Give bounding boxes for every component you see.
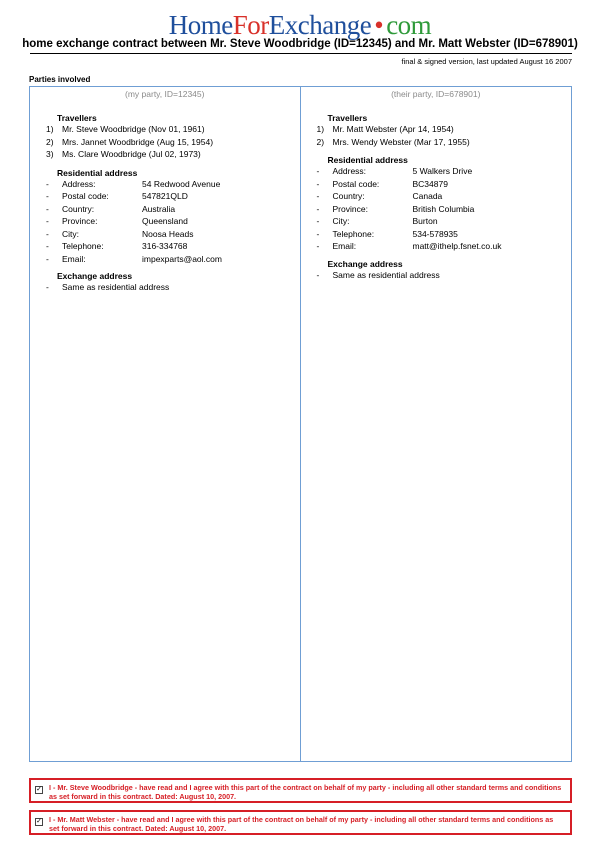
agree-checkbox-their-party[interactable]: ✓ bbox=[36, 818, 42, 825]
field-label: City: bbox=[332, 216, 350, 226]
field-label: Province: bbox=[62, 216, 98, 226]
list-dash: - bbox=[46, 228, 49, 239]
list-item bbox=[317, 269, 572, 282]
field-label: Email: bbox=[62, 253, 86, 264]
field-label: City: bbox=[62, 228, 79, 239]
list-dash: - bbox=[46, 241, 49, 251]
field-value: 5 Walkers Drive bbox=[412, 166, 473, 176]
logo-exchange: Exchange bbox=[268, 10, 372, 40]
logo-home: Home bbox=[168, 10, 233, 40]
consent-text: I - Mr. Steve Woodbridge - have read and I agree with this part of the contract on behalf of my party - including all other standard terms and conditions as set forward in this contract. Dated: August 10, 2007. bbox=[49, 783, 562, 801]
list-item bbox=[317, 228, 572, 241]
updated-note: final & signed version, last updated August 16 2007 bbox=[401, 57, 572, 66]
list-dash: - bbox=[316, 228, 320, 239]
list-dash: - bbox=[316, 216, 320, 226]
my-residential-heading: Residential address bbox=[57, 167, 138, 178]
my-exchange-list bbox=[46, 281, 300, 294]
traveller-name: Mrs. Wendy Webster (Mar 17, 1955) bbox=[332, 136, 470, 147]
list-dash: - bbox=[46, 282, 49, 292]
field-label: Telephone: bbox=[332, 228, 375, 239]
list-dash: - bbox=[316, 191, 320, 201]
list-dash: - bbox=[46, 216, 49, 226]
list-item bbox=[46, 203, 300, 216]
field-label: Country: bbox=[332, 191, 365, 201]
field-value: Burton bbox=[412, 216, 438, 226]
parties-table bbox=[29, 86, 572, 762]
list-number: 1) bbox=[46, 124, 54, 134]
list-item bbox=[317, 190, 572, 203]
list-dash: - bbox=[46, 178, 49, 189]
site-logo bbox=[0, 10, 600, 40]
field-label: Telephone: bbox=[62, 241, 104, 251]
field-value: Australia bbox=[142, 203, 176, 214]
exchange-address: Same as residential address bbox=[62, 282, 170, 292]
logo-for: For bbox=[232, 10, 269, 40]
field-value: BC34879 bbox=[412, 178, 448, 189]
email-value: matt@ithelp.fsnet.co.uk bbox=[412, 241, 502, 251]
list-item bbox=[46, 240, 300, 253]
field-value: 534-578935 bbox=[412, 228, 458, 239]
traveller-name: Mrs. Jannet Woodbridge (Aug 15, 1954) bbox=[62, 136, 214, 147]
my-party-column bbox=[30, 87, 301, 761]
list-number: 1) bbox=[316, 124, 325, 134]
traveller-name: Mr. Steve Woodbridge (Nov 01, 1961) bbox=[62, 124, 205, 134]
list-dash: - bbox=[46, 191, 49, 201]
list-item bbox=[46, 215, 300, 228]
list-number: 3) bbox=[46, 149, 54, 159]
section-label: Parties involved bbox=[29, 75, 91, 84]
their-exchange-heading: Exchange address bbox=[327, 258, 403, 269]
list-item bbox=[46, 178, 300, 191]
exchange-address: Same as residential address bbox=[332, 269, 440, 280]
field-label: Address: bbox=[332, 166, 367, 176]
my-travellers-heading: Travellers bbox=[57, 113, 97, 123]
list-dash: - bbox=[46, 203, 49, 214]
list-dash: - bbox=[316, 178, 320, 189]
field-value: 54 Redwood Avenue bbox=[142, 178, 221, 189]
list-dash: - bbox=[316, 269, 320, 280]
consent-my-party bbox=[29, 778, 572, 803]
list-item bbox=[46, 136, 300, 149]
list-item bbox=[46, 190, 300, 203]
my-travellers-list bbox=[46, 123, 300, 161]
list-number: 2) bbox=[46, 136, 54, 147]
my-party-heading: (my party, ID=12345) bbox=[125, 89, 205, 99]
field-label: Country: bbox=[62, 203, 95, 214]
field-label: Postal code: bbox=[62, 191, 109, 201]
field-value: 316-334768 bbox=[142, 241, 188, 251]
field-value: 547821QLD bbox=[142, 191, 188, 201]
their-party-column bbox=[301, 87, 572, 761]
field-label: Address: bbox=[62, 178, 96, 189]
their-exchange-list bbox=[317, 269, 572, 282]
contract-title: home exchange contract between Mr. Steve Woodbridge (ID=12345) and Mr. Matt Webster (ID=678901) bbox=[22, 38, 578, 50]
traveller-name: Ms. Clare Woodbridge (Jul 02, 1973) bbox=[62, 149, 201, 159]
list-item bbox=[317, 203, 572, 216]
list-dash: - bbox=[316, 166, 320, 176]
field-value: Noosa Heads bbox=[142, 228, 194, 239]
agree-checkbox-my-party[interactable]: ✓ bbox=[36, 786, 42, 793]
logo-com: com bbox=[386, 10, 432, 40]
my-exchange-heading: Exchange address bbox=[57, 271, 133, 281]
logo-dot: • bbox=[374, 10, 384, 40]
list-item bbox=[46, 123, 300, 136]
field-value: Queensland bbox=[142, 216, 188, 226]
consent-text: I - Mr. Matt Webster - have read and I agree with this part of the contract on behalf of my party - including all other standard terms and conditions as set forward in this contract. Dated: August 10, 2007. bbox=[49, 815, 554, 833]
their-travellers-heading: Travellers bbox=[327, 113, 368, 123]
field-value: Canada bbox=[412, 191, 443, 201]
title-divider bbox=[30, 53, 572, 54]
list-item bbox=[46, 228, 300, 241]
list-dash: - bbox=[316, 203, 320, 214]
traveller-name: Mr. Matt Webster (Apr 14, 1954) bbox=[332, 124, 454, 134]
their-residential-list bbox=[317, 165, 572, 253]
list-item bbox=[46, 148, 300, 161]
list-item bbox=[317, 123, 572, 136]
their-residential-heading: Residential address bbox=[327, 155, 408, 165]
field-label: Province: bbox=[332, 203, 368, 214]
list-dash: - bbox=[316, 241, 320, 251]
consent-their-party bbox=[29, 810, 572, 835]
field-label: Email: bbox=[332, 241, 357, 251]
list-item bbox=[46, 281, 300, 294]
list-item bbox=[317, 215, 572, 228]
list-number: 2) bbox=[316, 136, 325, 147]
list-item bbox=[317, 165, 572, 178]
list-item bbox=[317, 240, 572, 253]
email-value: impexparts@aol.com bbox=[142, 253, 222, 264]
field-label: Postal code: bbox=[332, 178, 380, 189]
list-dash: - bbox=[46, 253, 49, 264]
their-party-heading: (their party, ID=678901) bbox=[391, 89, 481, 99]
list-item bbox=[317, 136, 572, 149]
their-travellers-list bbox=[317, 123, 572, 148]
list-item bbox=[46, 253, 300, 266]
field-value: British Columbia bbox=[412, 203, 475, 214]
my-residential-list bbox=[46, 178, 300, 266]
list-item bbox=[317, 178, 572, 191]
